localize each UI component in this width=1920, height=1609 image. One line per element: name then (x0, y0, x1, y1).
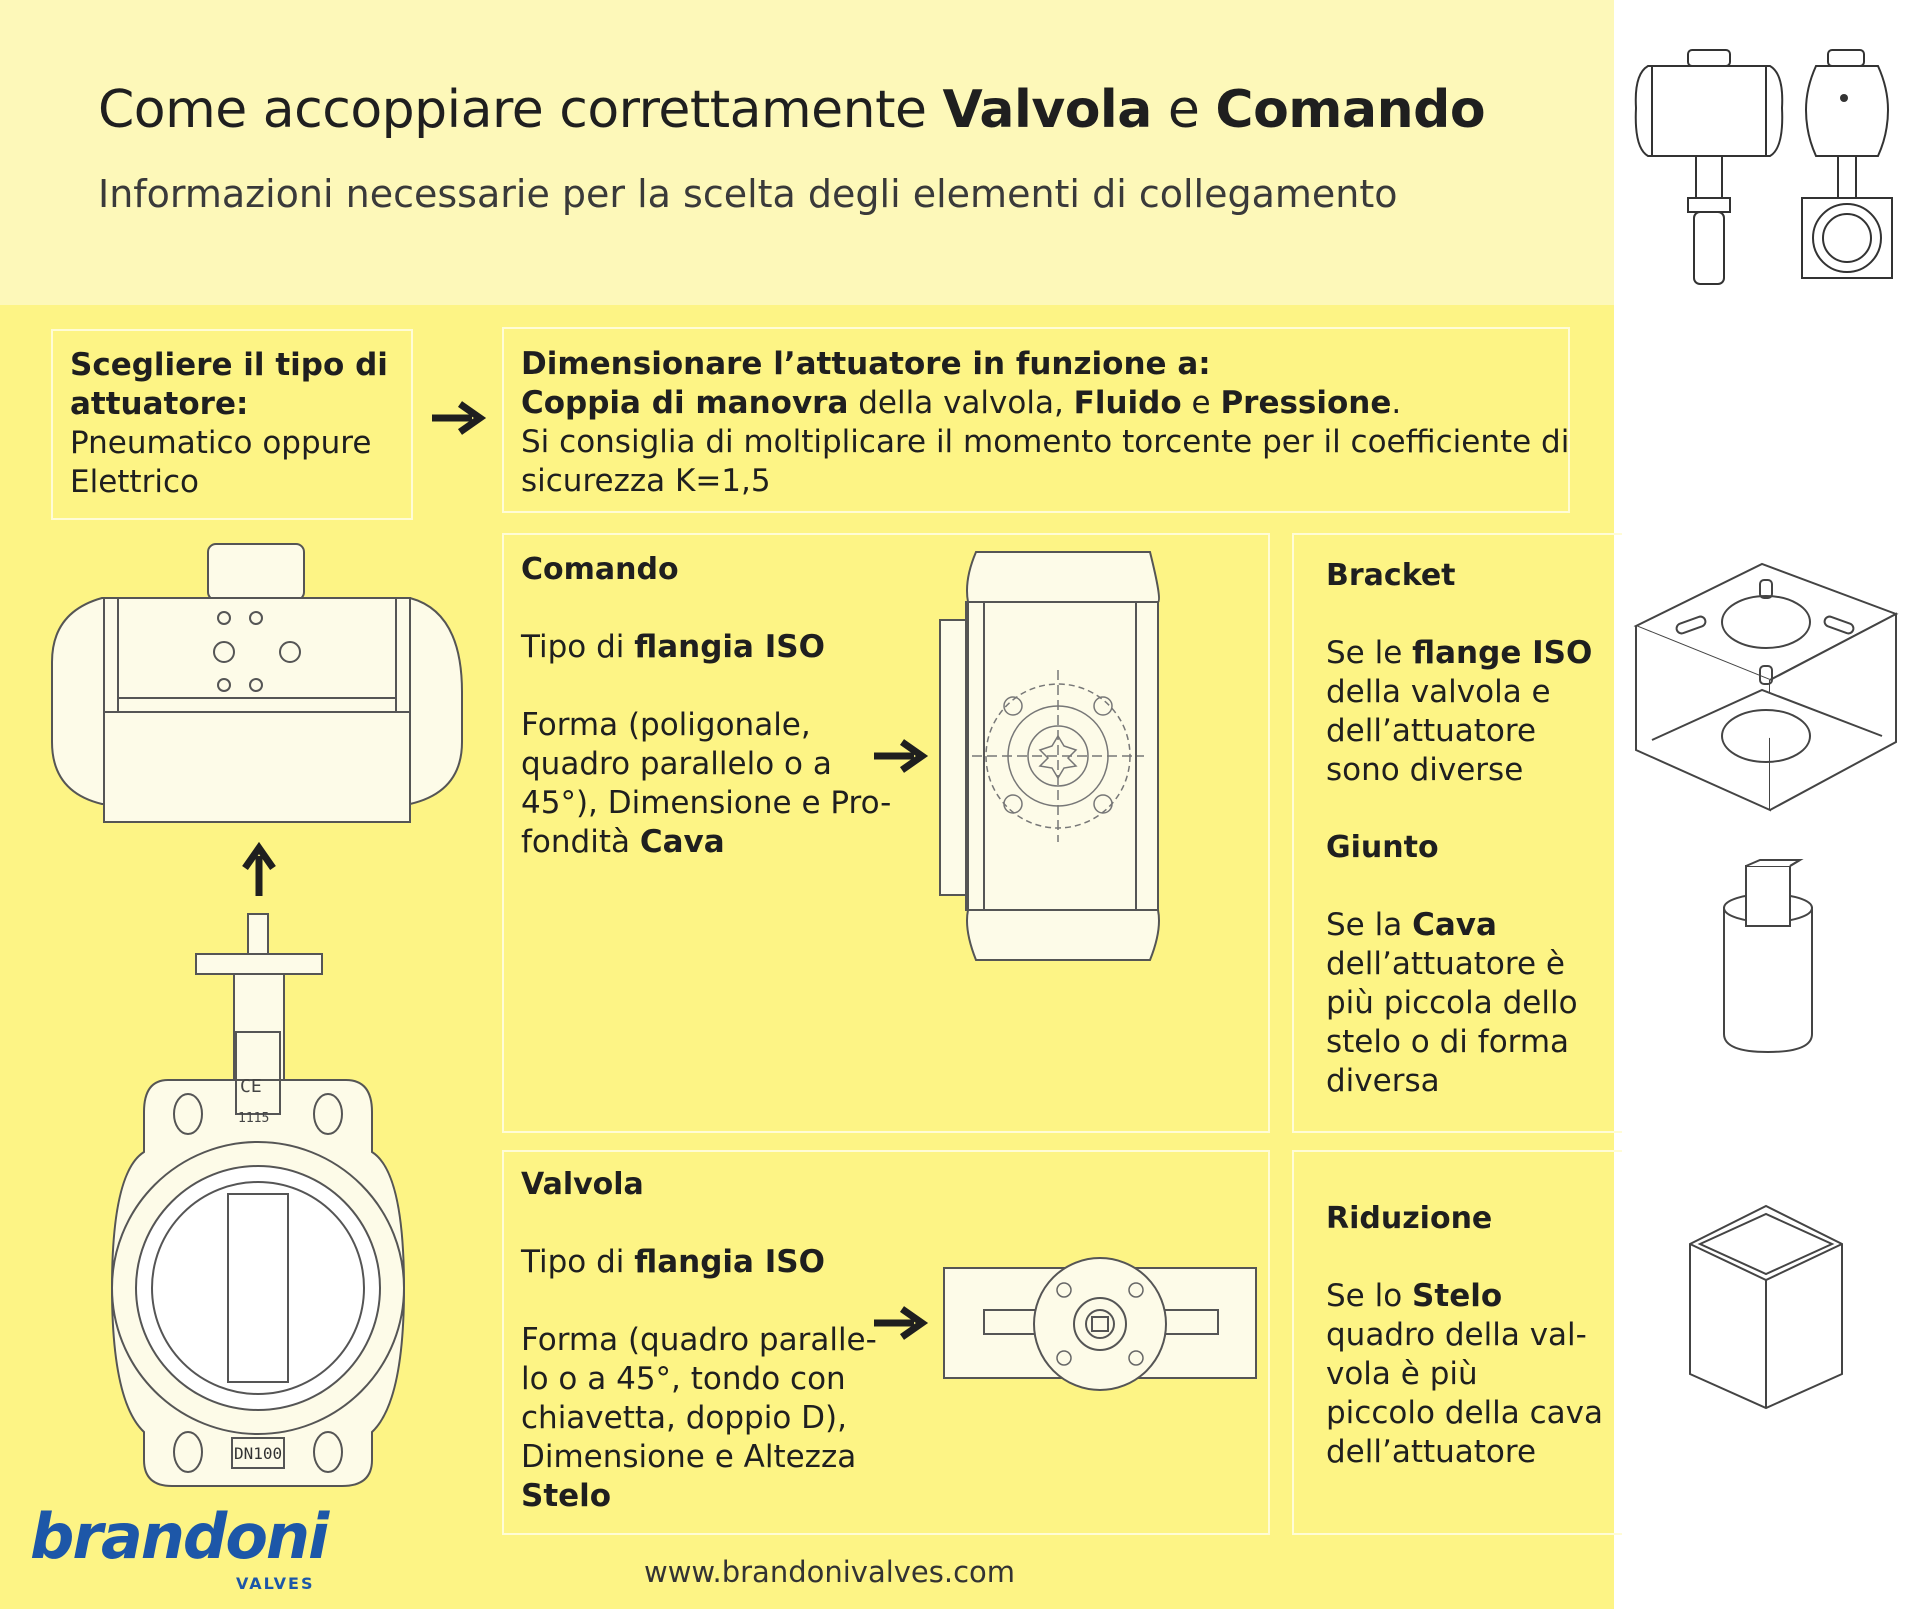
valvola-form-text: Forma (quadro paralle- lo o a 45°, tondo con chiavetta, doppio D), Dimensione e Altezza Stelo (521, 1322, 877, 1514)
riduzione-heading: Riduzione (1326, 1201, 1493, 1236)
logo-subtitle: VALVES (236, 1574, 315, 1593)
website-url[interactable]: www.brandonivalves.com (644, 1555, 1016, 1589)
arrow-right-icon (874, 739, 932, 773)
page-title: Come accoppiare correttamente Valvola e Comando (98, 80, 1486, 140)
header-band (0, 0, 1614, 305)
page-subtitle: Informazioni necessarie per la scelta degli elementi di collegamento (98, 172, 1398, 216)
arrow-right-icon (432, 401, 490, 435)
arrow-up-icon (242, 838, 276, 896)
comando-form-text: Forma (poligonale, quadro parallelo o a 45°), Dimensione e Pro- fondità Cava (521, 707, 892, 860)
actuator-side-view-drawing (52, 542, 462, 824)
approval-code: 1115 (238, 1111, 270, 1126)
actuator-type-text: Scegliere il tipo di attuatore: Pneumatico oppure Elettrico (70, 347, 388, 500)
valvola-heading: Valvola (521, 1167, 644, 1202)
comando-heading: Comando (521, 552, 679, 587)
actuator-sizing-text: Dimensionare l’attuatore in funzione a: Coppia di manovra della valvola, Fluido e Pressione. Si consiglia di moltiplicare il momento torcente per il coefficiente di sicurezza K=1,5 (521, 346, 1570, 499)
valve-top-flange-drawing (942, 1262, 1258, 1392)
logo-wordmark: brandoni (30, 1500, 328, 1573)
brandoni-logo (30, 1500, 328, 1600)
actuator-assembly-front-drawing (1634, 48, 1784, 288)
actuator-bottom-view-drawing (940, 550, 1162, 962)
bracket-heading: Bracket (1326, 558, 1456, 593)
ce-mark: CE (240, 1076, 262, 1097)
bracket-text: Se le flange ISO della valvola e dell’attuatore sono diverse (1326, 635, 1593, 788)
actuator-assembly-side-drawing (1792, 48, 1902, 288)
riduzione-text: Se lo Stelo quadro della val- vola è più piccolo della cava dell’attuatore (1326, 1278, 1603, 1470)
coupling-giunto-drawing (1720, 858, 1816, 1054)
arrow-right-icon (874, 1306, 932, 1340)
reducer-riduzione-drawing (1688, 1204, 1844, 1410)
butterfly-valve-drawing (108, 912, 408, 1490)
giunto-heading: Giunto (1326, 830, 1439, 865)
comando-flange-text: Tipo di flangia ISO (521, 629, 825, 665)
valve-size-label: DN100 (234, 1444, 283, 1463)
giunto-text: Se la Cava dell’attuatore è più piccola dello stelo o di forma diversa (1326, 907, 1578, 1099)
bracket-drawing (1632, 560, 1902, 820)
valvola-flange-text: Tipo di flangia ISO (521, 1244, 825, 1280)
